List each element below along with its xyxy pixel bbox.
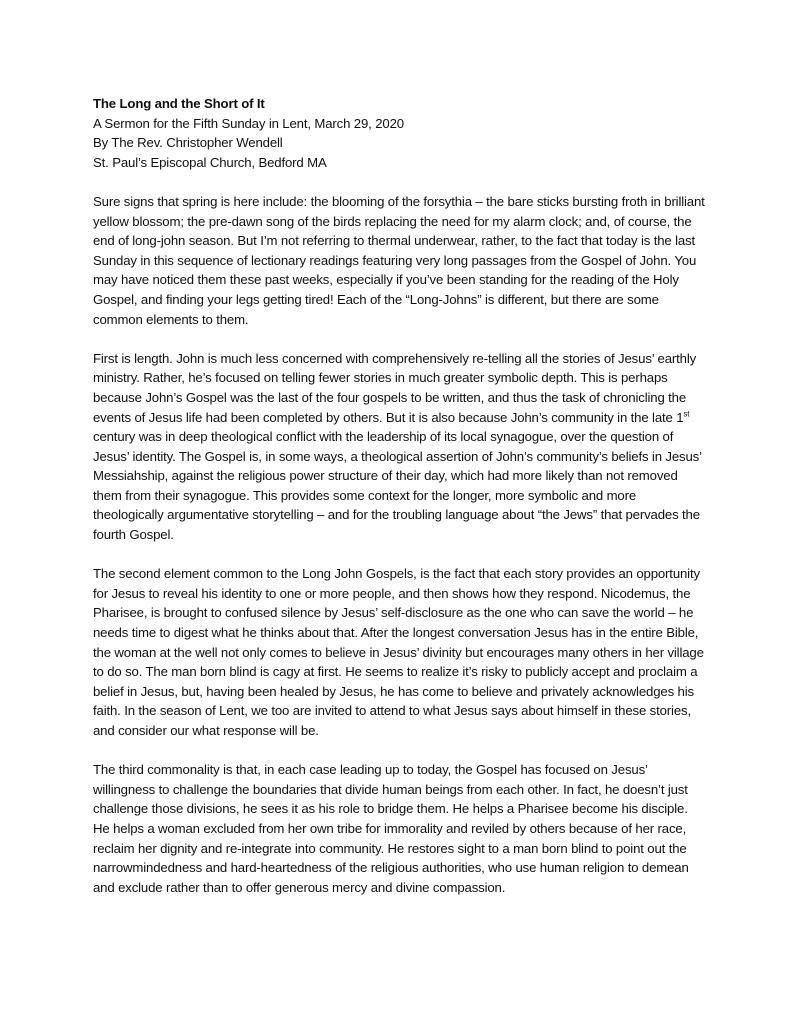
sermon-author: By The Rev. Christopher Wendell xyxy=(93,135,283,151)
sermon-subtitle: A Sermon for the Fifth Sunday in Lent, March 29, 2020 xyxy=(93,115,404,131)
paragraph-spring-signs: Sure signs that spring is here include: the blooming of the forsythia – the bare sticks bursting froth in brilliant yellow blossom; the pre-dawn song of the birds replacing the need for my alarm clock; and, of course, the end of long-john season. But I’m not referring to thermal underwear, rather, to the fact that today is the last Sunday in this sequence of lectionary readings featuring very long passages from the Gospel of John. You may have noticed them these past weeks, especially if you’ve been standing for the reading of the Holy Gospel, and finding your legs getting tired! Each of the “Long-Johns” is different, but there are some common elements to them. xyxy=(93,193,705,327)
paragraph-identity: The second element common to the Long John Gospels, is the fact that each story provides an opportunity for Jesus to reveal his identity to one or more people, and then shows how they respond. Nicodemus, the Pharisee, is brought to confused silence by Jesus’ self-disclosure as the one who can save the world – he needs time to digest what he thinks about that. After the longest conversation Jesus has in the entire Bible, the woman at the well not only comes to believe in Jesus’ divinity but encourages many others in her village to do so. The man born blind is cagy at first. He seems to realize it’s risky to publicly accept and proclaim a belief in Jesus, but, having been healed by Jesus, he has come to believe and privately acknowledges his faith. In the season of Lent, we too are invited to attend to what Jesus says about himself in these stories, and consider our what response will be. xyxy=(93,566,704,738)
sermon-header xyxy=(93,94,705,172)
sermon-church: St. Paul’s Episcopal Church, Bedford MA xyxy=(93,154,327,170)
paragraph-boundaries: The third commonality is that, in each case leading up to today, the Gospel has focused on Jesus’ willingness to challenge the boundaries that divide human beings from each other. In fact, he doesn’t just challenge those divisions, he sees it as his role to bridge them. He helps a Pharisee become his disciple. He helps a woman excluded from her own tribe for immorality and reviled by others because of her race, reclaim her dignity and re-integrate into community. He restores sight to a man born blind to point out the narrowmindedness and hard-heartedness of the religious authorities, who use human religion to demean and exclude rather than to offer generous mercy and divine compassion. xyxy=(93,762,689,895)
ordinal-superscript: st xyxy=(683,409,690,419)
sermon-title: The Long and the Short of It xyxy=(93,96,265,111)
sermon-body xyxy=(93,94,705,897)
paragraph-length xyxy=(93,349,705,545)
paragraph-length-text-b: century was in deep theological conflict with the leadership of its local synagogue, over the question of Jesus’ identity. The Gospel is, in some ways, a theological assertion of John’s community’s beliefs in Jesus’ Messiahship, against the religious power structure of their day, which had more likely than not removed them from their synagogue. This provides some context for the longer, more symbolic and more theologically argumentative storytelling – and for the troubling language about “the Jews” that pervades the fourth Gospel. xyxy=(93,429,702,543)
paragraph-length-text-a: First is length. John is much less concerned with comprehensively re-telling all the stories of Jesus’ earthly ministry. Rather, he’s focused on telling fewer stories in much greater symbolic depth. This is perhaps because John’s Gospel was the last of the four gospels to be written, and thus the task of chronicling the events of Jesus life had been completed by others. But it is also because John’s community in the late 1 xyxy=(93,350,697,425)
